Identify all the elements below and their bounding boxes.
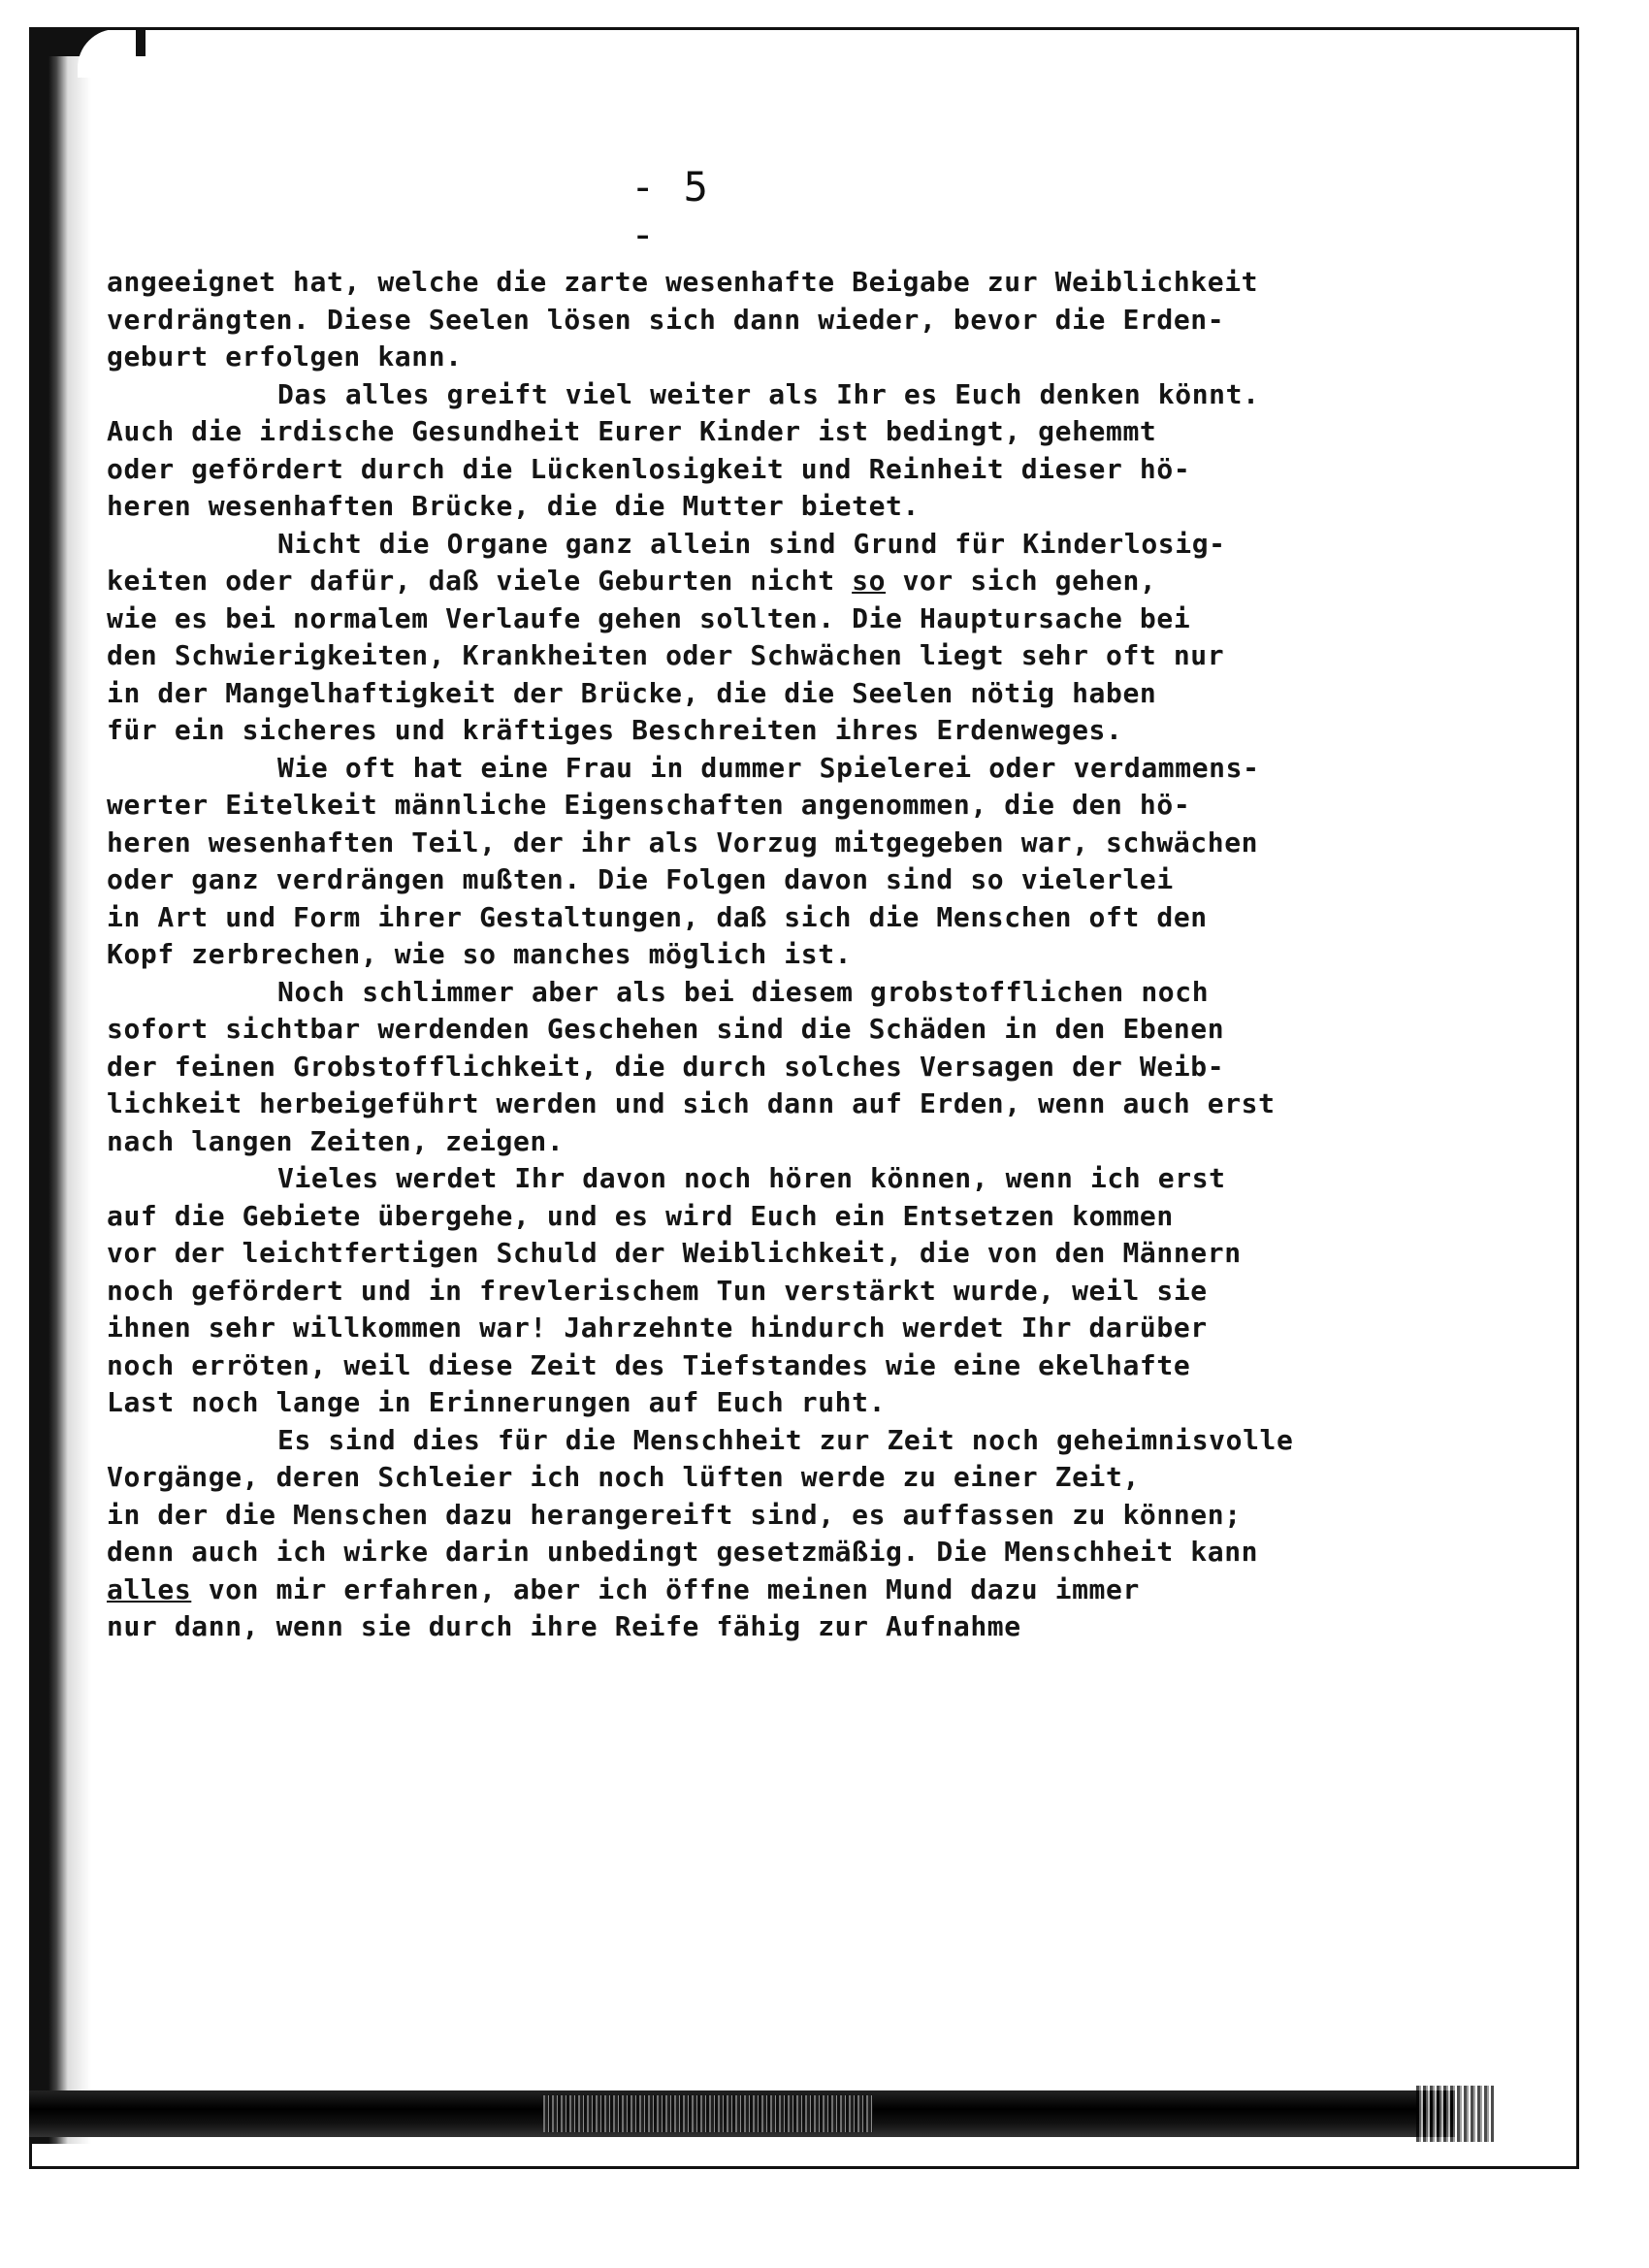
text-line: Noch schlimmer aber als bei diesem grobstofflichen noch [277,975,1210,1008]
page-number: - 5 - [630,163,710,258]
text-line: geburt erfolgen kann. [107,340,463,373]
text-line: keiten oder dafür, daß viele Geburten nicht so vor sich gehen, [107,565,1157,597]
underlined-word: so [852,565,887,597]
text-line: heren wesenhaften Teil, der ihr als Vorzug mitgegeben war, schwächen [107,826,1259,859]
scan-bottom-right-noise [1416,2086,1494,2142]
text-line: alles von mir erfahren, aber ich öffne meinen Mund dazu immer [107,1572,1140,1605]
text-line: Kopf zerbrechen, wie so manches möglich ist. [107,938,853,970]
text-line: lichkeit herbeigeführt werden und sich dann auf Erden, wenn auch erst [107,1087,1276,1119]
text-line: oder ganz verdrängen mußten. Die Folgen davon sind so vielerlei [107,863,1174,895]
text-line: denn auch ich wirke darin unbedingt gesetzmäßig. Die Menschheit kann [107,1536,1259,1568]
text-line: Vorgänge, deren Schleier ich noch lüften werde zu einer Zeit, [107,1461,1140,1493]
body-text [107,264,1455,1646]
text-line: Auch die irdische Gesundheit Eurer Kinder ist bedingt, gehemmt [107,415,1157,447]
text-line: in der Mangelhaftigkeit der Brücke, die die Seelen nötig haben [107,676,1157,709]
text-line: wie es bei normalem Verlaufe gehen sollten. Die Hauptursache bei [107,601,1191,634]
text-line: den Schwierigkeiten, Krankheiten oder Schwächen liegt sehr oft nur [107,639,1225,671]
text-line: Wie oft hat eine Frau in dummer Spielerei oder verdammens- [277,751,1260,784]
text-line: nach langen Zeiten, zeigen. [107,1124,565,1157]
text-line: in der die Menschen dazu herangereift sind, es auffassen zu können; [107,1498,1242,1531]
text-line: heren wesenhaften Brücke, die die Mutter bietet. [107,490,920,522]
text-line: sofort sichtbar werdenden Geschehen sind die Schäden in den Ebenen [107,1013,1225,1045]
text-line: der feinen Grobstofflichkeit, die durch solches Versagen der Weib- [107,1050,1225,1083]
text-line: nur dann, wenn sie durch ihre Reife fähig zur Aufnahme [107,1610,1021,1642]
text-line: oder gefördert durch die Lückenlosigkeit und Reinheit dieser hö- [107,452,1191,485]
text-line: angeeignet hat, welche die zarte wesenhafte Beigabe zur Weiblichkeit [107,266,1259,298]
text-line: für ein sicheres und kräftiges Beschreiten ihres Erdenweges. [107,714,1123,746]
text-line: in Art und Form ihrer Gestaltungen, daß sich die Menschen oft den [107,900,1208,933]
text-line: werter Eitelkeit männliche Eigenschaften angenommen, die den hö- [107,789,1191,821]
scan-bottom-noise [543,2095,873,2132]
text-line: Es sind dies für die Menschheit zur Zeit noch geheimnisvolle [277,1423,1294,1456]
text-line: auf die Gebiete übergehe, und es wird Euch ein Entsetzen kommen [107,1199,1174,1232]
text-line: Vieles werdet Ihr davon noch hören können, wenn ich erst [277,1162,1226,1194]
text-line: Nicht die Organe ganz allein sind Grund für Kinderlosig- [277,527,1226,560]
text-line: Das alles greift viel weiter als Ihr es Euch denken könnt. [277,377,1260,410]
text-line: noch erröten, weil diese Zeit des Tiefstandes wie eine ekelhafte [107,1348,1191,1381]
underlined-word: alles [107,1572,192,1605]
text-line: Last noch lange in Erinnerungen auf Euch ruht. [107,1386,887,1418]
text-line: ihnen sehr willkommen war! Jahrzehnte hindurch werdet Ihr darüber [107,1312,1208,1344]
text-line: vor der leichtfertigen Schuld der Weiblichkeit, die von den Männern [107,1237,1242,1269]
text-line: noch gefördert und in frevlerischem Tun verstärkt wurde, weil sie [107,1274,1208,1307]
text-line: verdrängten. Diese Seelen lösen sich dann wieder, bevor die Erden- [107,303,1225,336]
